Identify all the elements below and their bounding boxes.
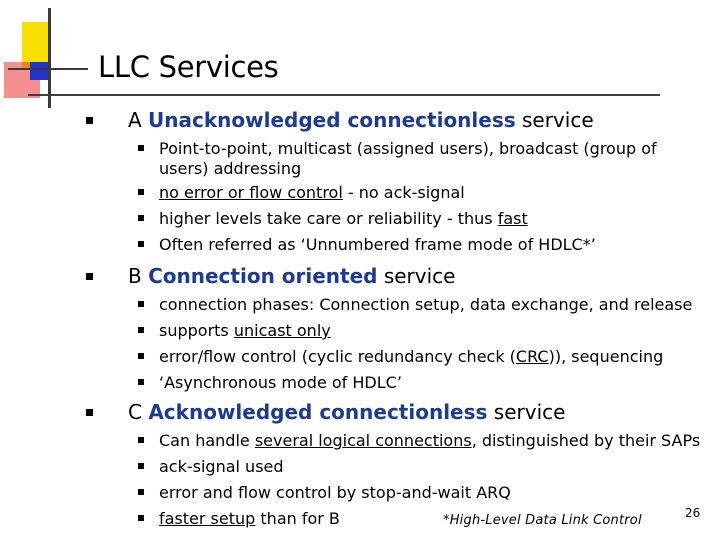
section-name: Acknowledged connectionless — [148, 400, 488, 424]
list-item: supports unicast only — [159, 318, 692, 344]
list-item: higher levels take care or reliability - thus fast — [159, 206, 657, 232]
list-item: Point-to-point, multicast (assigned users), broadcast (group of users) addressing — [159, 136, 657, 180]
list-item: Can handle several logical connections, distinguished by their SAPs — [159, 428, 700, 454]
bullet-icon — [138, 189, 144, 195]
title-divider — [28, 94, 660, 96]
section-letter: C — [128, 400, 142, 424]
bullet-icon — [138, 463, 144, 469]
list-item: Often referred as ‘Unnumbered frame mode of HDLC*’ — [159, 232, 657, 258]
bullet-icon — [138, 489, 144, 495]
footnote: *High-Level Data Link Control — [443, 513, 642, 528]
bullet-icon — [138, 515, 144, 521]
bullet-icon — [86, 117, 93, 124]
page-title: LLC Services — [98, 50, 279, 84]
page-number: 26 — [685, 506, 701, 520]
section-letter: B — [128, 264, 142, 288]
list-item: connection phases: Connection setup, data exchange, and release — [159, 292, 692, 318]
section-name: Unacknowledged connectionless — [148, 108, 516, 132]
bullet-icon — [138, 301, 144, 307]
section-suffix: service — [383, 264, 456, 288]
section-b-list — [159, 292, 692, 396]
bullet-icon — [138, 327, 144, 333]
bullet-icon — [138, 145, 144, 151]
list-item: error/flow control (cyclic redundancy check (CRC)), sequencing — [159, 344, 692, 370]
list-item: faster setup than for B — [159, 506, 700, 532]
bullet-icon — [138, 437, 144, 443]
bullet-icon — [138, 241, 144, 247]
list-item: ack-signal used — [159, 454, 700, 480]
bullet-icon — [86, 409, 93, 416]
list-item: error and flow control by stop-and-wait ARQ — [159, 480, 700, 506]
section-c-heading — [128, 400, 565, 424]
section-suffix: service — [493, 400, 566, 424]
bullet-icon — [138, 353, 144, 359]
list-item: no error or flow control - no ack-signal — [159, 180, 657, 206]
list-item: ‘Asynchronous mode of HDLC’ — [159, 370, 692, 396]
section-a-heading — [128, 108, 594, 132]
bullet-icon — [86, 273, 93, 280]
section-name: Connection oriented — [148, 264, 378, 288]
bullet-icon — [138, 215, 144, 221]
section-letter: A — [128, 108, 142, 132]
section-a-list — [159, 136, 657, 258]
bullet-icon — [138, 379, 144, 385]
section-b-heading — [128, 264, 455, 288]
section-suffix: service — [522, 108, 594, 132]
